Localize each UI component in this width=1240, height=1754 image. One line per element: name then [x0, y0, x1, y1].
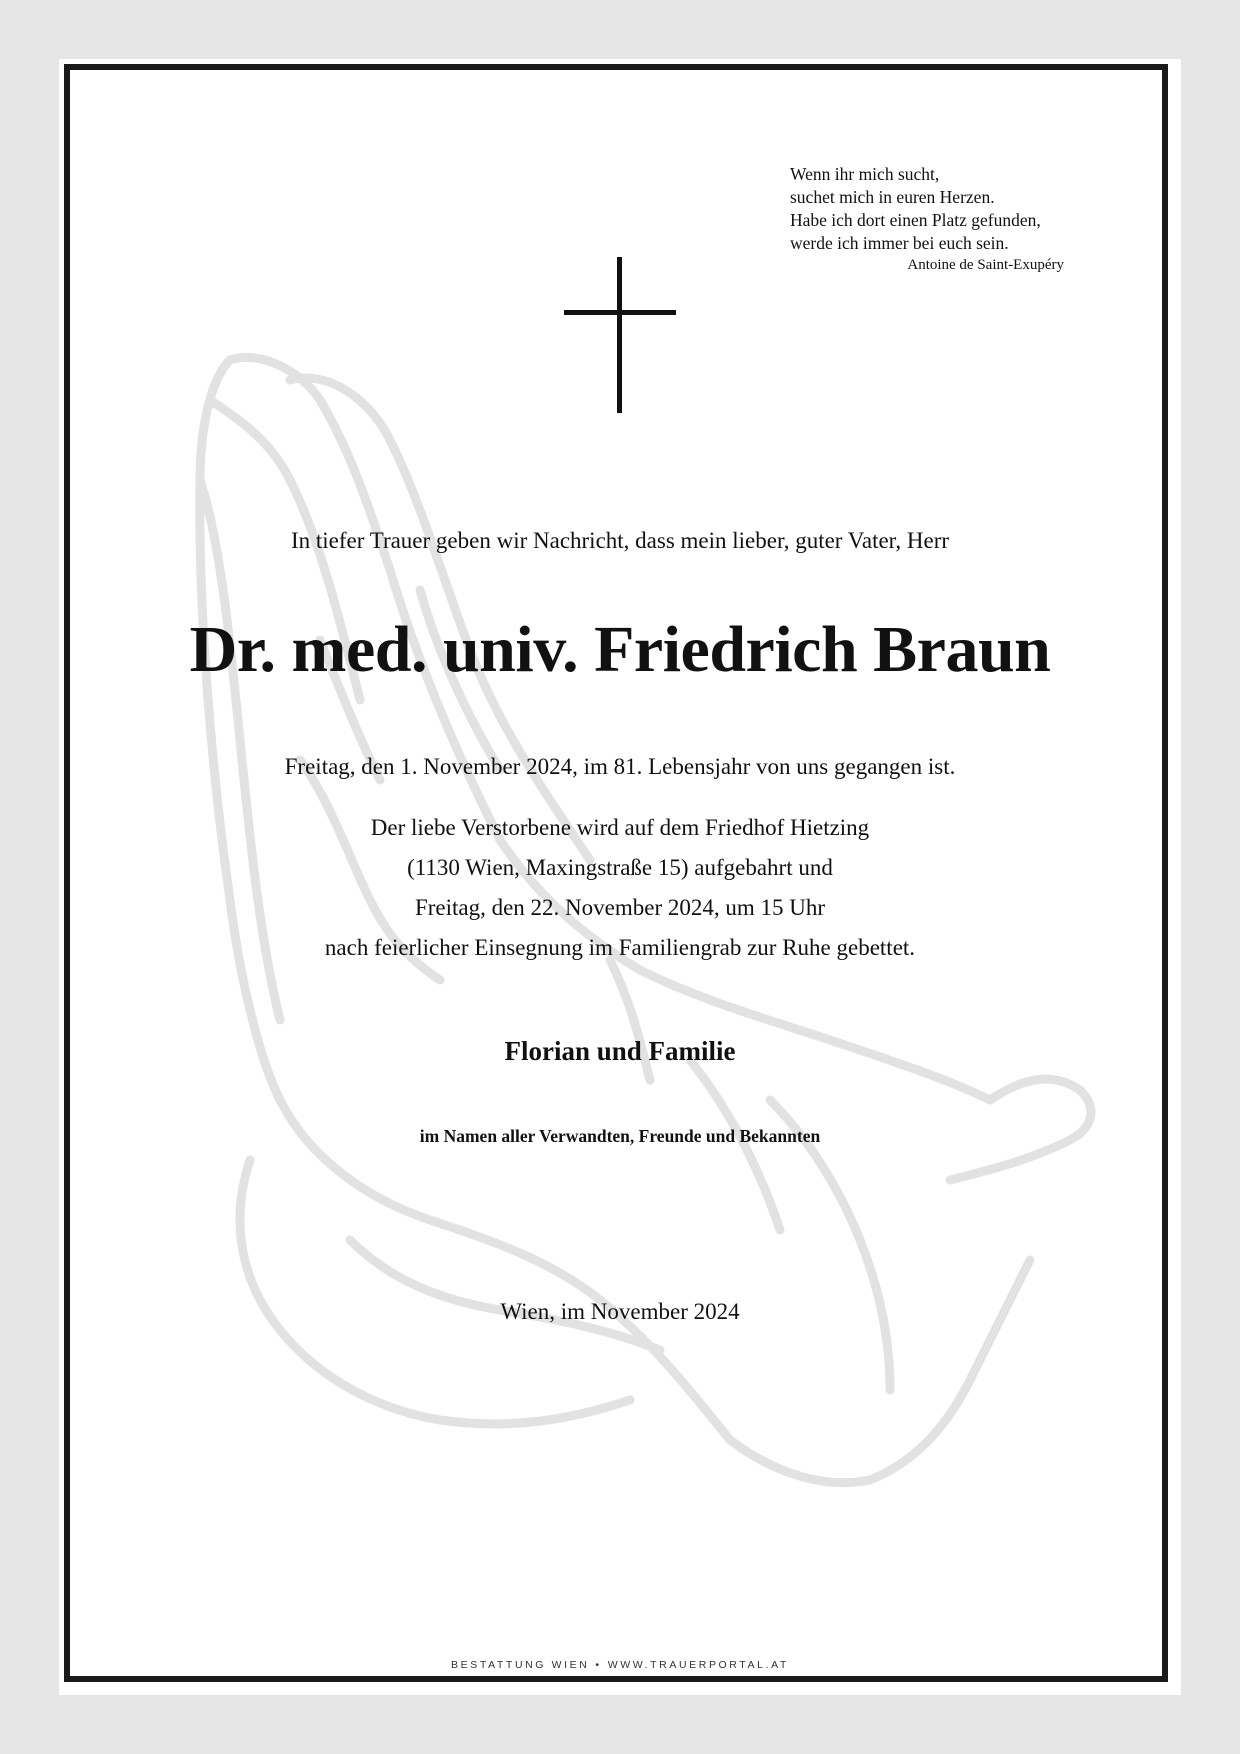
- funeral-line: (1130 Wien, Maxingstraße 15) aufgebahrt und: [407, 855, 833, 880]
- footer-credit: [120, 1659, 1120, 1671]
- quote-line: werde ich immer bei euch sein.: [790, 233, 1009, 253]
- relatives-note: im Namen aller Verwandten, Freunde und Bekannten: [419, 1126, 821, 1146]
- funeral-line: Freitag, den 22. November 2024, um 15 Uhr: [414, 895, 826, 920]
- quote-author: Antoine de Saint-Exupéry: [907, 257, 1064, 273]
- quote-line: Wenn ihr mich sucht,: [790, 164, 940, 184]
- quote-line: suchet mich in euren Herzen.: [790, 187, 995, 207]
- funeral-line: nach feierlicher Einsegnung im Familiengrab zur Ruhe gebettet.: [324, 935, 916, 960]
- family-signature: Florian und Familie: [504, 1036, 736, 1066]
- quote-line: Habe ich dort einen Platz gefunden,: [790, 210, 1041, 230]
- funeral-details: [120, 808, 1120, 968]
- announcement-intro: In tiefer Trauer geben wir Nachricht, dass mein lieber, guter Vater, Herr: [290, 528, 950, 553]
- cross-vertical-bar: [617, 257, 622, 413]
- place-and-date: Wien, im November 2024: [500, 1299, 740, 1324]
- date-of-death: Freitag, den 1. November 2024, im 81. Lebensjahr von uns gegangen ist.: [284, 754, 956, 779]
- quote-block: [790, 163, 1070, 275]
- deceased-name: Dr. med. univ. Friedrich Braun: [189, 613, 1051, 686]
- funeral-line: Der liebe Verstorbene wird auf dem Friedhof Hietzing: [370, 815, 870, 840]
- cross-horizontal-bar: [564, 310, 676, 315]
- footer-left: BESTATTUNG WIEN: [451, 1659, 590, 1671]
- footer-right: WWW.TRAUERPORTAL.AT: [607, 1659, 789, 1671]
- footer-separator: •: [595, 1659, 602, 1671]
